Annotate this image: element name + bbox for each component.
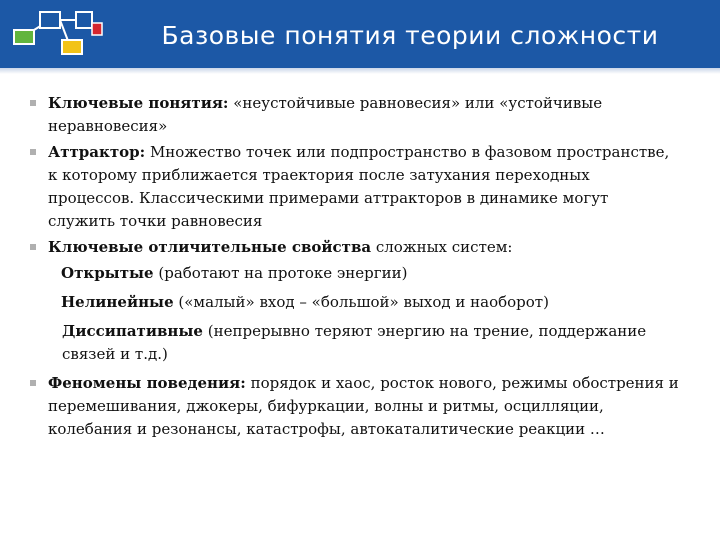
item-text: сложных систем: — [371, 238, 513, 256]
item-text: порядок и хаос, росток нового, режимы обострения и перемешивания, джокеры, бифуркации, волны и ритмы, осцилляции, колебания и резонансы, катастрофы, автокаталитические реакции … — [48, 374, 679, 438]
header-divider — [0, 68, 720, 74]
property-term: Диссипативные — [62, 322, 203, 340]
list-item — [30, 372, 680, 441]
list-item — [30, 236, 680, 259]
property-item — [30, 262, 680, 285]
property-item — [30, 320, 680, 366]
item-term: Ключевые отличительные свойства — [48, 238, 372, 256]
property-term: Нелинейные — [61, 293, 174, 311]
list-item — [30, 141, 680, 233]
slide-title: Базовые понятия теории сложности — [161, 21, 659, 50]
network-logo-icon — [0, 0, 110, 68]
property-text: (непрерывно теряют энергию на трение, поддержание связей и т.д.) — [62, 322, 647, 363]
slide-header — [0, 0, 720, 68]
bullet-icon — [30, 244, 36, 250]
item-text: Множество точек или подпространство в фазовом пространстве, к которому приближается траектория после затухания переходных процессов. Классическими примерами аттракторов в динамике могут служить точки равновесия — [48, 143, 670, 230]
bullet-icon — [30, 380, 36, 386]
property-item — [30, 291, 680, 314]
slide-content — [30, 92, 680, 444]
item-term: Феномены поведения: — [48, 374, 246, 392]
bullet-icon — [30, 149, 36, 155]
list-item — [30, 92, 680, 138]
item-term: Ключевые понятия: — [48, 94, 229, 112]
bullet-icon — [30, 100, 36, 106]
property-text: (работают на протоке энергии) — [153, 264, 408, 282]
property-term: Открытые — [61, 264, 154, 282]
item-term: Аттрактор: — [48, 143, 146, 161]
property-text: («малый» вход – «большой» выход и наоборот) — [173, 293, 549, 311]
item-text: «неустойчивые равновесия» или «устойчивые неравновесия» — [48, 94, 603, 135]
